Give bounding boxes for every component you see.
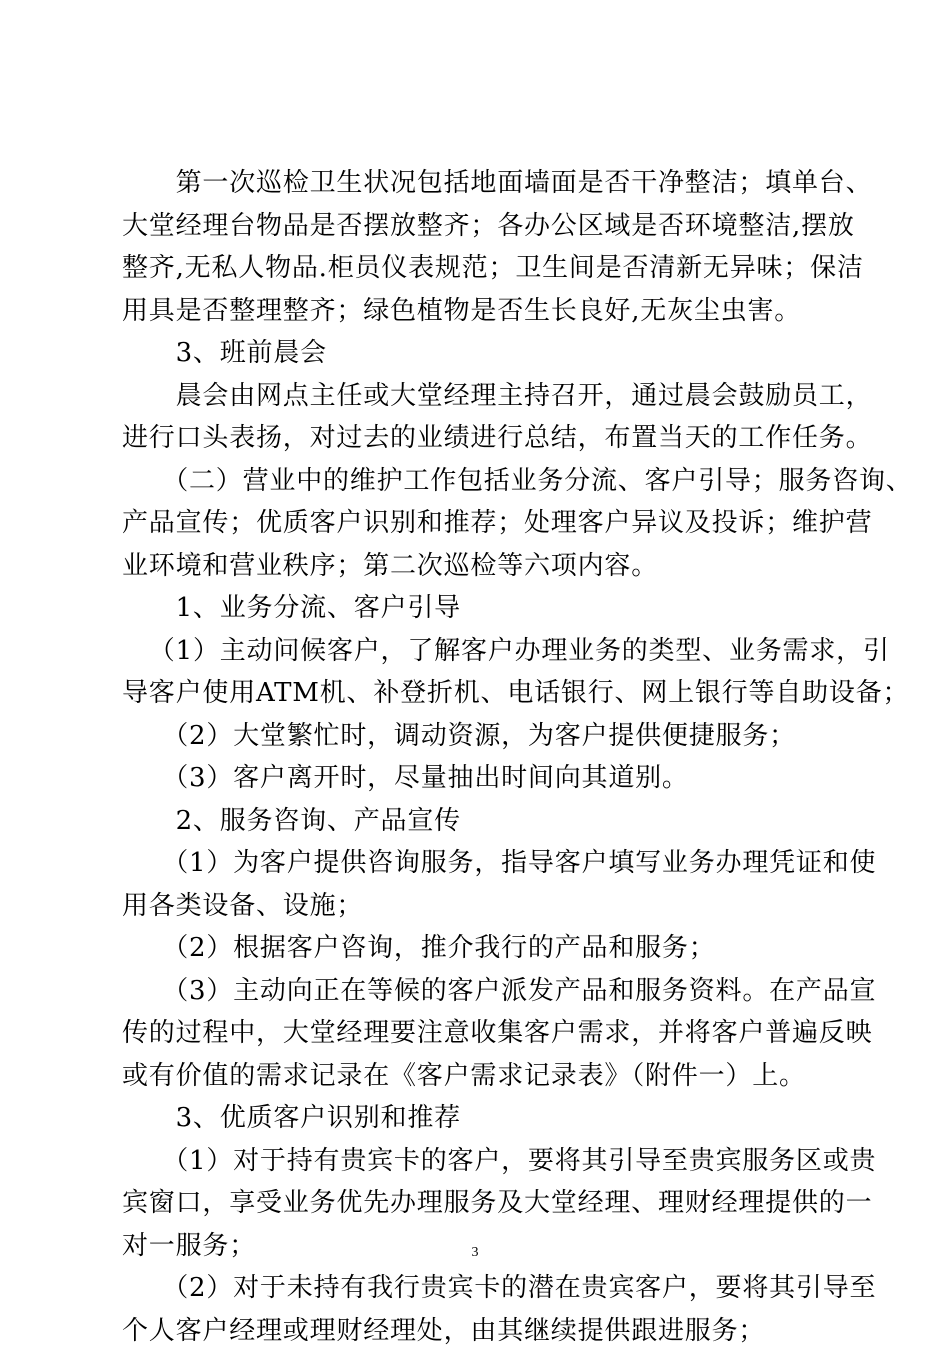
text-line: 3、班前晨会 [122,332,834,375]
text-line: 或有价值的需求记录在《客户需求记录表》（附件一）上。 [122,1055,834,1098]
text-line: 个人客户经理或理财经理处，由其继续提供跟进服务； [122,1310,834,1352]
text-line: 3、优质客户识别和推荐 [122,1097,834,1140]
text-line: 晨会由网点主任或大堂经理主持召开，通过晨会鼓励员工， [122,375,834,418]
text-line: 业环境和营业秩序；第二次巡检等六项内容。 [122,545,834,588]
text-line: 第一次巡检卫生状况包括地面墙面是否干净整洁；填单台、 [122,162,834,205]
text-line: （1）为客户提供咨询服务，指导客户填写业务办理凭证和使 [122,842,834,885]
document-body [122,162,834,1352]
text-line: （3）客户离开时，尽量抽出时间向其道别。 [122,757,834,800]
text-line: （2）大堂繁忙时，调动资源，为客户提供便捷服务； [122,715,834,758]
text-line: 对一服务； [122,1225,834,1268]
text-line: （1）主动问候客户，了解客户办理业务的类型、业务需求，引 [122,630,834,673]
text-line: 1、业务分流、客户引导 [122,587,834,630]
text-line: 进行口头表扬，对过去的业绩进行总结，布置当天的工作任务。 [122,417,834,460]
text-line: 传的过程中，大堂经理要注意收集客户需求，并将客户普遍反映 [122,1012,834,1055]
text-line: 产品宣传；优质客户识别和推荐；处理客户异议及投诉；维护营 [122,502,834,545]
text-line: （3）主动向正在等候的客户派发产品和服务资料。在产品宣 [122,970,834,1013]
text-line: （2）根据客户咨询，推介我行的产品和服务； [122,927,834,970]
text-line: 导客户使用ATM机、补登折机、电话银行、网上银行等自助设备； [122,672,834,715]
text-line: 用具是否整理整齐；绿色植物是否生长良好,无灰尘虫害。 [122,290,834,333]
text-line: 2、服务咨询、产品宣传 [122,800,834,843]
text-line: 宾窗口，享受业务优先办理服务及大堂经理、理财经理提供的一 [122,1182,834,1225]
text-line: （1）对于持有贵宾卡的客户，要将其引导至贵宾服务区或贵 [122,1140,834,1183]
page-number: 3 [0,1245,950,1261]
text-line: 大堂经理台物品是否摆放整齐；各办公区域是否环境整洁,摆放 [122,205,834,248]
text-line: 用各类设备、设施； [122,885,834,928]
text-line: 整齐,无私人物品.柜员仪表规范；卫生间是否清新无异味；保洁 [122,247,834,290]
text-line: （2）对于未持有我行贵宾卡的潜在贵宾客户，要将其引导至 [122,1267,834,1310]
text-line: （二）营业中的维护工作包括业务分流、客户引导；服务咨询、 [122,460,834,503]
